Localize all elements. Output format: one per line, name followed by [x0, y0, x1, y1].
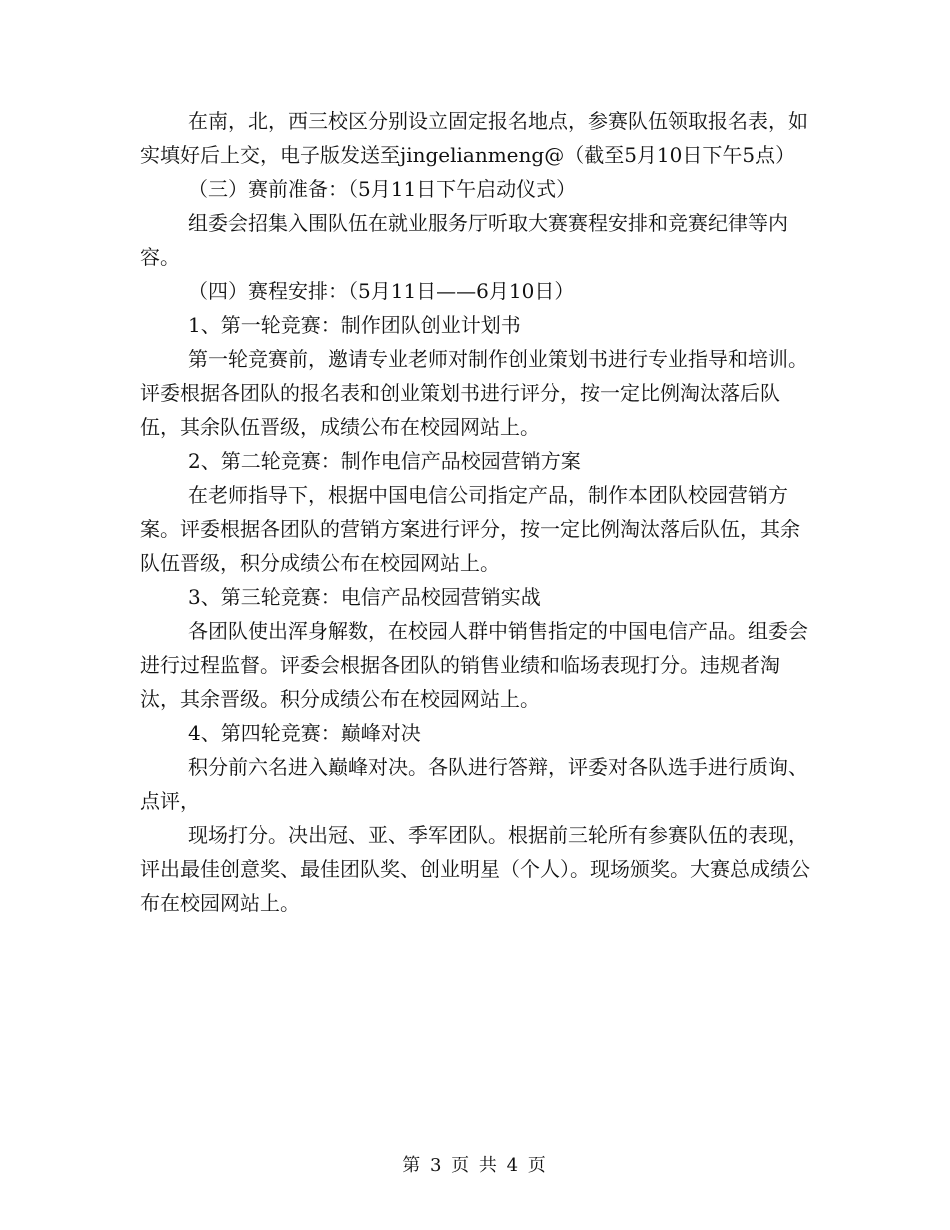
round-1-detail: 第一轮竞赛前，邀请专业老师对制作创业策划书进行专业指导和培训。评委根据各团队的报名表和创业策划书进行评分，按一定比例淘汰落后队伍，其余队伍晋级，成绩公布在校园网站上。 [140, 347, 808, 439]
round-3-detail: 各团队使出浑身解数，在校园人群中销售指定的中国电信产品。组委会进行过程监督。评委会根据各团队的销售业绩和临场表现打分。违规者淘汰，其余晋级。积分成绩公布在校园网站上。 [140, 619, 808, 711]
round-1-title: 1、第一轮竞赛：制作团队创业计划书 [188, 313, 521, 337]
round-4-title: 4、第四轮竞赛：巅峰对决 [188, 721, 421, 745]
heading-schedule: （四）赛程安排：（5月11日——6月10日） [188, 279, 575, 303]
round-4-detail-part2: 现场打分。决出冠、亚、季军团队。根据前三轮所有参赛队伍的表现，评出最佳创意奖、最佳团队奖、创业明星（个人）。现场颁奖。大赛总成绩公布在校园网站上。 [140, 823, 810, 915]
round-2-title: 2、第二轮竞赛：制作电信产品校园营销方案 [188, 449, 581, 473]
round-3-title: 3、第三轮竞赛：电信产品校园营销实战 [188, 585, 541, 609]
paragraph-preparation-detail: 组委会招集入围队伍在就业服务厅听取大赛赛程安排和竞赛纪律等内容。 [140, 211, 788, 269]
round-2-detail: 在老师指导下，根据中国电信公司指定产品，制作本团队校园营销方案。评委根据各团队的营销方案进行评分，按一定比例淘汰落后队伍，其余队伍晋级，积分成绩公布在校园网站上。 [140, 483, 800, 575]
page-number-footer: 第 3 页 共 4 页 [402, 1155, 548, 1176]
round-4-detail-part1: 积分前六名进入巅峰对决。各队进行答辩，评委对各队选手进行质询、点评， [140, 755, 808, 813]
heading-pre-match-preparation: （三）赛前准备：（5月11日下午启动仪式） [188, 177, 577, 201]
document-body [140, 104, 810, 920]
paragraph-registration: 在南，北，西三校区分别设立固定报名地点，参赛队伍领取报名表，如实填好后上交，电子版发送至jingelianmeng@（截至5月10日下午5点） [140, 109, 808, 167]
